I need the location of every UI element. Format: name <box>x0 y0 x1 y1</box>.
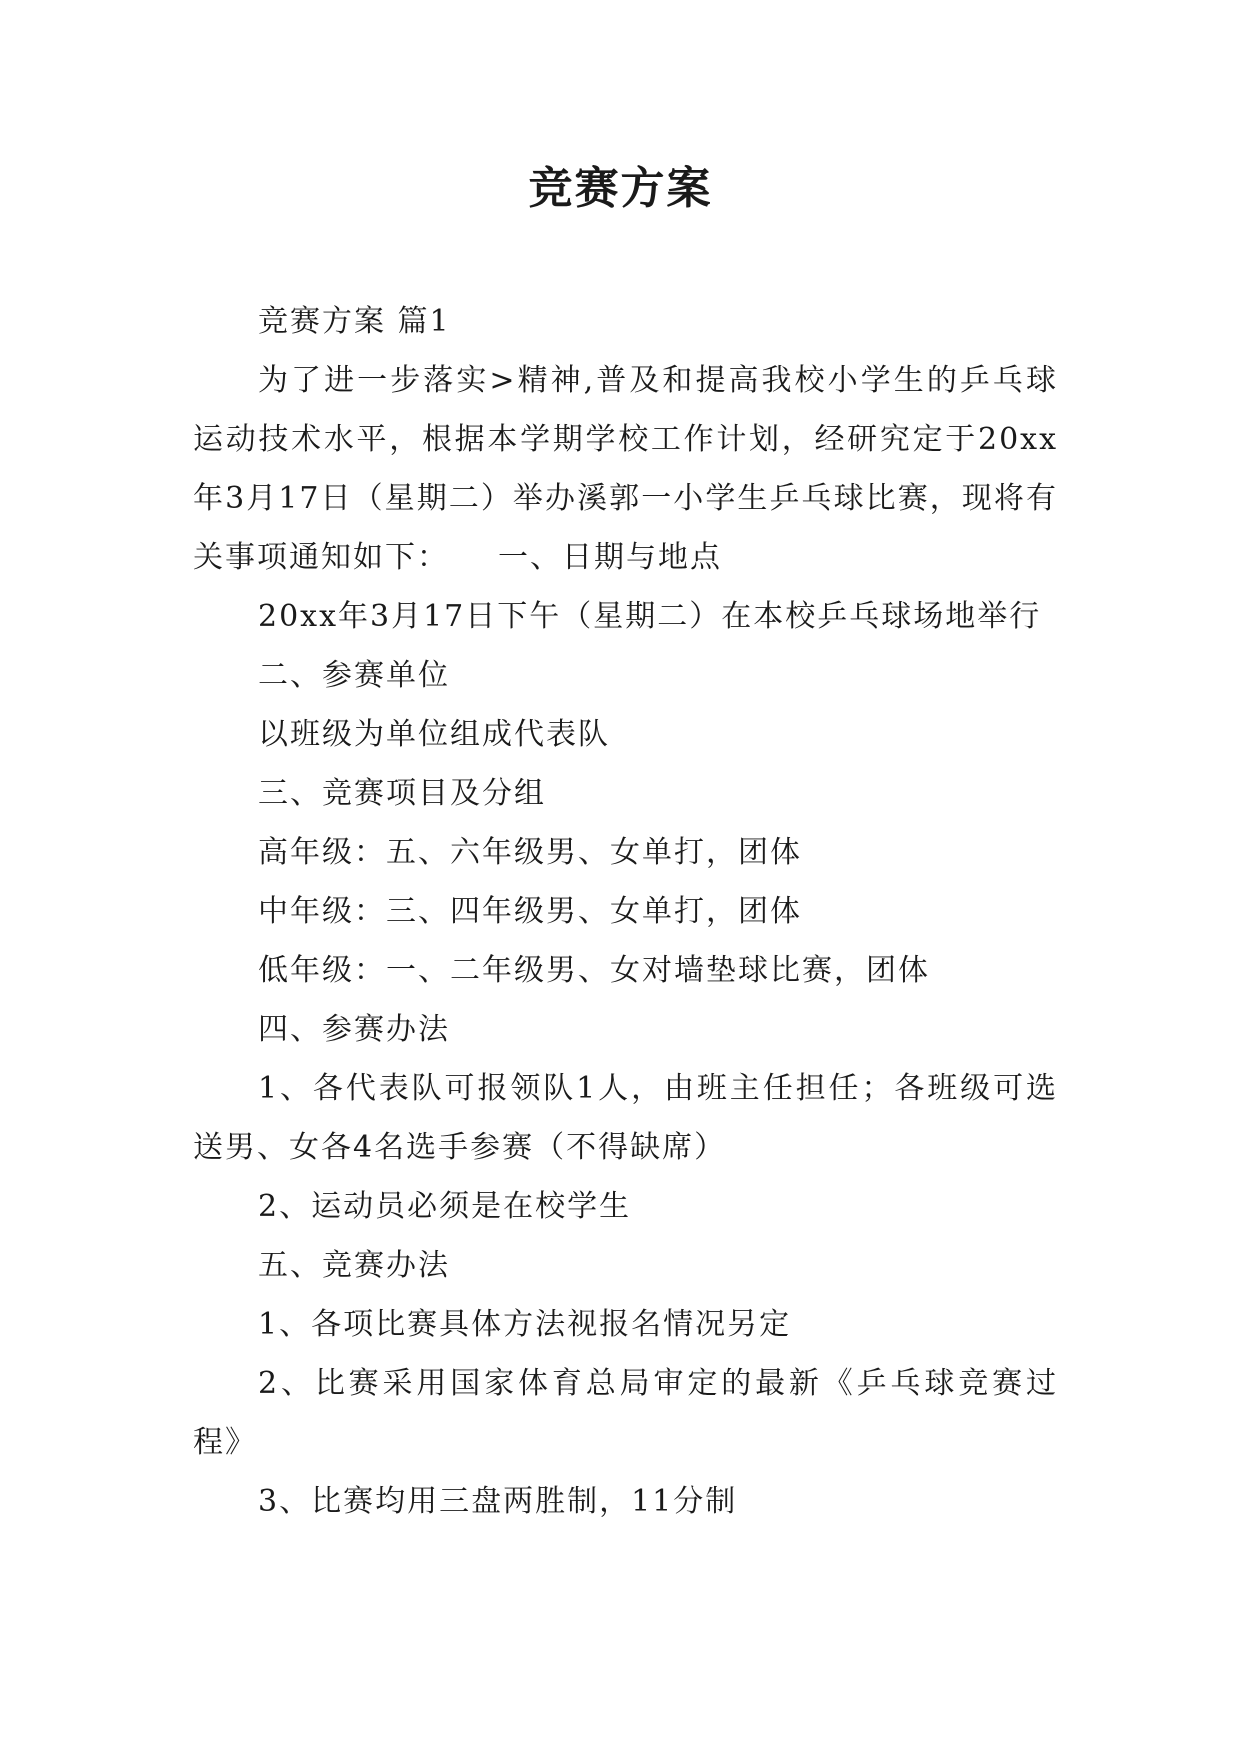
intro-paragraph: 为了进一步落实>精神,普及和提高我校小学生的乒乓球运动技术水平，根据本学期学校工作计划，经研究定于20xx年3月17日（星期二）举办溪郭一小学生乒乓球比赛，现将有关事项通知如下： 一、日期与地点 <box>193 363 1058 575</box>
heading-events: 三、竞赛项目及分组 <box>258 776 546 811</box>
events-middle: 中年级：三、四年级男、女单打，团体 <box>258 894 802 929</box>
competition-rule-1: 1、各项比赛具体方法视报名情况另定 <box>258 1307 792 1342</box>
entry-rule-2: 2、运动员必须是在校学生 <box>258 1189 632 1224</box>
competition-rule-3: 3、比赛均用三盘两胜制，11分制 <box>258 1484 738 1519</box>
document-body <box>193 292 1058 1531</box>
date-location-paragraph: 20xx年3月17日下午（星期二）在本校乒乓球场地举行 <box>258 599 1042 634</box>
heading-participants: 二、参赛单位 <box>258 658 450 693</box>
document-title: 竞赛方案 <box>528 163 713 214</box>
competition-rule-2: 2、比赛采用国家体育总局审定的最新《乒乓球竞赛过程》 <box>193 1366 1058 1460</box>
events-junior: 低年级：一、二年级男、女对墙垫球比赛，团体 <box>258 953 930 988</box>
participants-paragraph: 以班级为单位组成代表队 <box>258 717 610 752</box>
heading-entry-rules: 四、参赛办法 <box>258 1012 450 1047</box>
heading-competition-rules: 五、竞赛办法 <box>258 1248 450 1283</box>
events-senior: 高年级：五、六年级男、女单打，团体 <box>258 835 802 870</box>
section-heading: 竞赛方案 篇1 <box>258 304 451 339</box>
entry-rule-1: 1、各代表队可报领队1人，由班主任担任；各班级可选送男、女各4名选手参赛（不得缺席） <box>193 1071 1058 1165</box>
